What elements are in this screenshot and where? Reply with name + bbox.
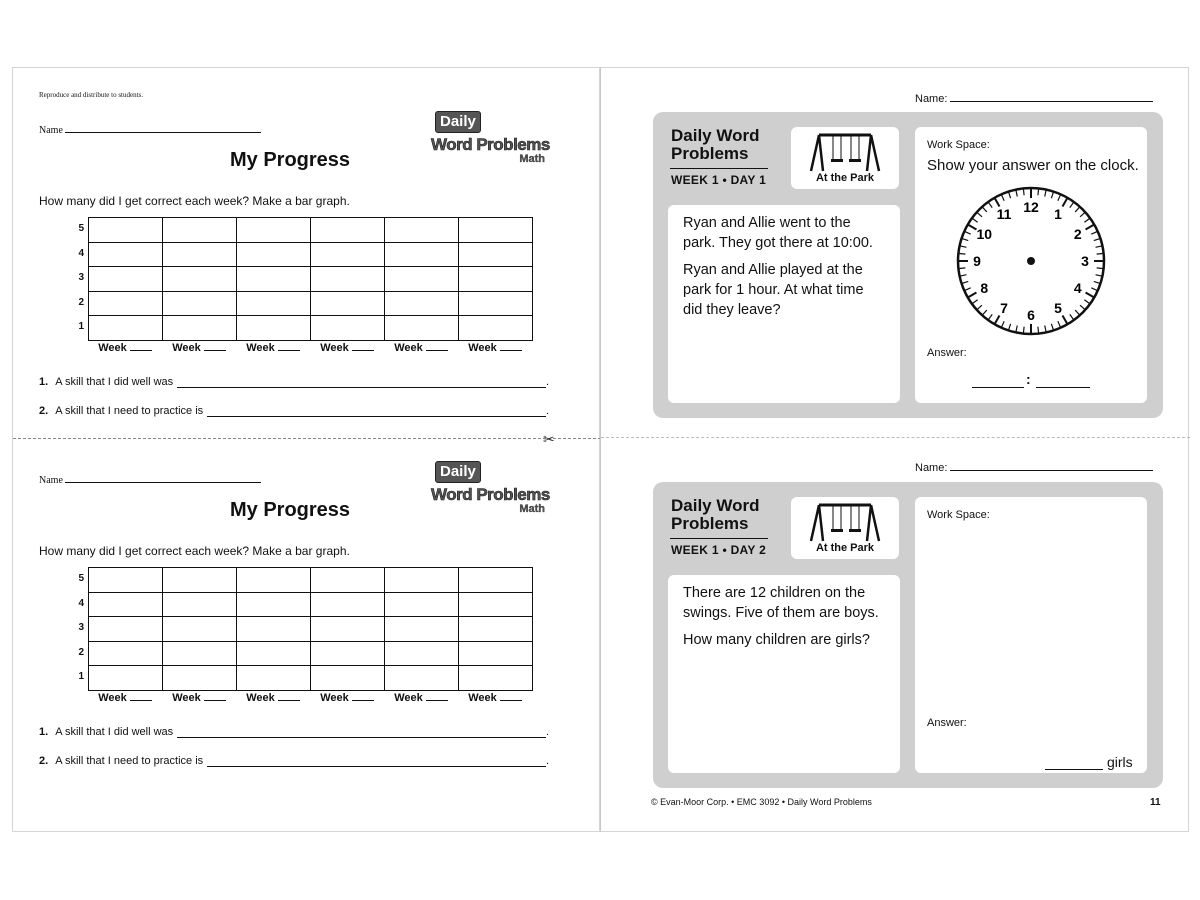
work-space-box[interactable] <box>915 497 1147 773</box>
week-day-label: WEEK 1 • DAY 2 <box>671 543 767 557</box>
page-title: My Progress <box>230 499 351 521</box>
name-label: Name <box>39 125 63 136</box>
graph-question: How many did I get correct each week? Make a bar graph. <box>39 194 350 208</box>
daily-word-problems-logo: Daily Word Problems Math <box>431 463 550 515</box>
scissors-icon: ✂ <box>543 431 555 447</box>
clock-tick <box>1023 188 1024 195</box>
week-label[interactable]: Week <box>310 342 384 354</box>
week-label[interactable]: Week <box>236 692 310 704</box>
work-space-label: Work Space: <box>927 139 990 151</box>
week-label[interactable]: Week <box>88 692 162 704</box>
week-label[interactable]: Week <box>458 692 532 704</box>
work-instruction: Show your answer on the clock. <box>927 157 1139 174</box>
clock-number: 5 <box>1054 299 1062 316</box>
clock-number: 10 <box>976 226 993 242</box>
problem-card-day1 <box>653 112 1163 418</box>
problem-card-day2 <box>653 482 1163 788</box>
divider-line <box>601 437 1190 438</box>
graph-question: How many did I get correct each week? Make a bar graph. <box>39 544 350 558</box>
clock-number: 4 <box>1073 280 1082 296</box>
problem-text-box <box>668 575 900 773</box>
clock-number: 9 <box>973 253 981 269</box>
week-labels <box>88 692 532 704</box>
answer-label: Answer: <box>927 717 967 729</box>
clock-tick <box>1023 327 1024 334</box>
week-labels <box>88 342 532 354</box>
name-field-r1[interactable]: Name: <box>915 93 1153 105</box>
swing-set-icon <box>809 129 881 173</box>
week-label[interactable]: Week <box>458 342 532 354</box>
clock-tick <box>958 268 965 269</box>
clock-tick <box>1038 327 1039 334</box>
clock-tick <box>1097 268 1104 269</box>
problem-text: Ryan and Allie played at the park for 1 hour. At what time did they leave? <box>683 262 864 318</box>
cut-line <box>13 438 601 439</box>
clock-number: 3 <box>1081 253 1089 269</box>
week-label[interactable]: Week <box>162 342 236 354</box>
theme-box <box>791 497 899 559</box>
swing-set-icon <box>809 499 881 543</box>
skill-well-field[interactable]: 1. A skill that I did well was . <box>39 726 549 738</box>
week-label[interactable]: Week <box>384 692 458 704</box>
skill-practice-field[interactable]: 2. A skill that I need to practice is . <box>39 755 549 767</box>
theme-label: At the Park <box>815 542 875 554</box>
clock-tick <box>1038 188 1039 195</box>
week-label[interactable]: Week <box>88 342 162 354</box>
page-number: 11 <box>1150 797 1161 808</box>
problem-text: How many children are girls? <box>683 632 870 648</box>
name-field-r2[interactable]: Name: <box>915 462 1153 474</box>
week-day-label: WEEK 1 • DAY 1 <box>671 173 767 187</box>
clock-tick <box>1097 253 1104 254</box>
answer-time-field[interactable]: : <box>972 370 1090 388</box>
problem-text: Ryan and Allie went to the park. They got there at 10:00. <box>683 215 873 251</box>
week-label[interactable]: Week <box>310 692 384 704</box>
y-axis-labels: 5 4 3 2 1 <box>78 573 84 683</box>
work-space-box[interactable] <box>915 127 1147 403</box>
footer-copyright: © Evan-Moor Corp. • EMC 3092 • Daily Word Problems <box>651 797 872 807</box>
reproduce-note: Reproduce and distribute to students. <box>39 91 144 99</box>
week-label[interactable]: Week <box>384 342 458 354</box>
answer-label: Answer: <box>927 347 967 359</box>
series-title: Daily Word Problems <box>671 496 760 533</box>
page-title: My Progress <box>230 149 351 171</box>
clock-number: 8 <box>980 280 989 296</box>
right-page <box>600 67 1189 832</box>
clock-number: 11 <box>996 206 1012 223</box>
week-label[interactable]: Week <box>236 342 310 354</box>
theme-box <box>791 127 899 189</box>
clock-number: 1 <box>1054 206 1062 223</box>
answer-girls-field[interactable]: girls <box>1045 754 1133 770</box>
bar-graph-grid[interactable] <box>88 567 533 691</box>
week-label[interactable]: Week <box>162 692 236 704</box>
series-title: Daily Word Problems <box>671 126 760 163</box>
left-page <box>12 67 600 832</box>
clock-face[interactable] <box>955 185 1107 337</box>
clock-number: 2 <box>1073 226 1082 242</box>
skill-well-field[interactable]: 1. A skill that I did well was . <box>39 376 549 388</box>
name-label: Name <box>39 475 63 486</box>
clock-number: 7 <box>1000 299 1008 316</box>
bar-graph-grid[interactable] <box>88 217 533 341</box>
clock-tick <box>958 253 965 254</box>
problem-text: There are 12 children on the swings. Five of them are boys. <box>683 585 879 621</box>
name-field-1[interactable] <box>39 124 261 136</box>
y-axis-labels: 5 4 3 2 1 <box>78 223 84 333</box>
name-field-2[interactable] <box>39 474 261 486</box>
work-space-label: Work Space: <box>927 509 990 521</box>
daily-word-problems-logo: Daily Word Problems Math <box>431 113 550 165</box>
theme-label: At the Park <box>815 172 875 184</box>
clock-number: 6 <box>1027 307 1035 323</box>
clock-number: 12 <box>1023 199 1039 215</box>
skill-practice-field[interactable]: 2. A skill that I need to practice is . <box>39 405 549 417</box>
book-spine <box>600 67 601 832</box>
problem-text-box <box>668 205 900 403</box>
